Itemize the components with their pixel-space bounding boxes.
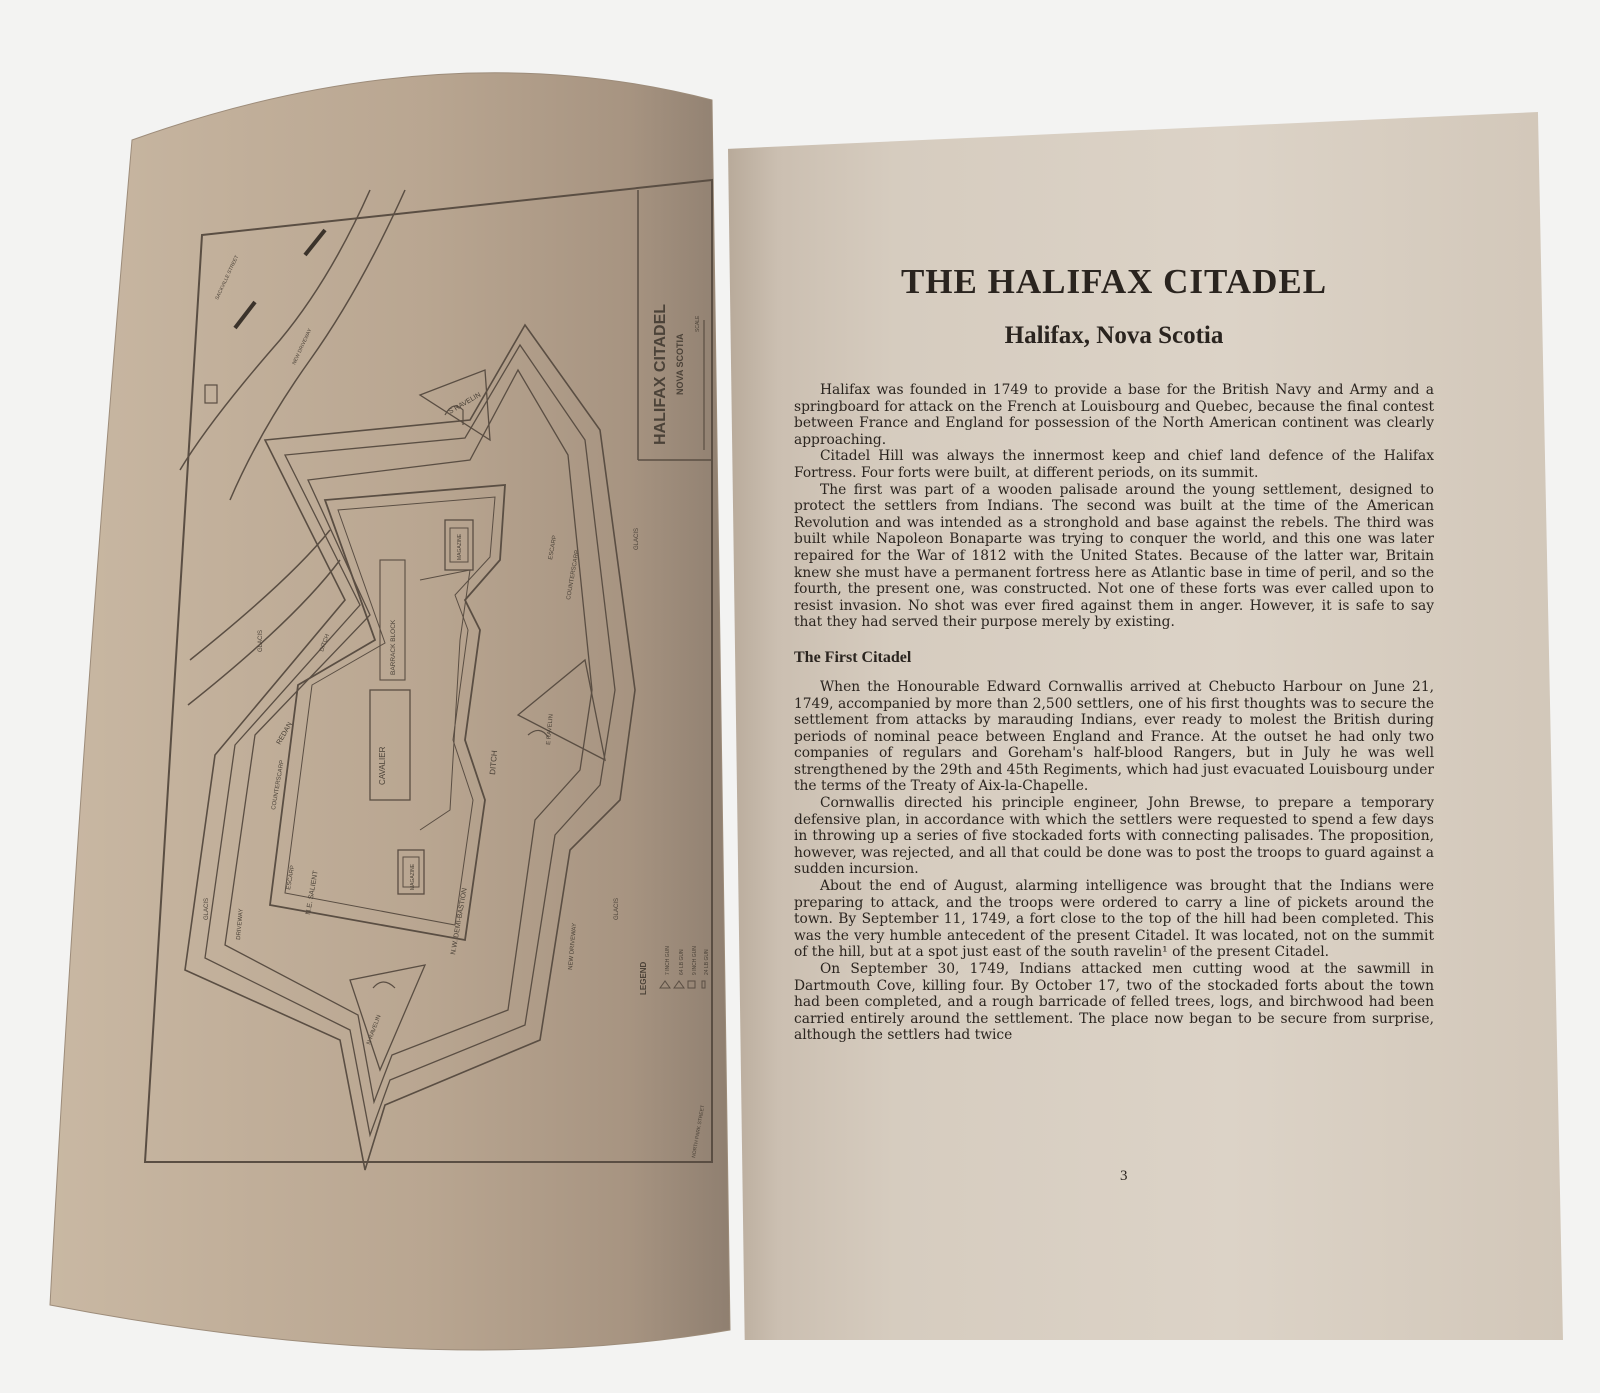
map-label-nw-demi-bastion: N.W. DEMI-BASTION [450,887,469,956]
map-label-s-ravelin: S RAVELIN [447,391,483,416]
map-label-glacis-2: GLACIS [258,629,264,652]
map-label-cavalier: CAVALIER [378,746,387,785]
map-label-glacis-3: GLACIS [204,897,210,920]
intro-paragraph-2: Citadel Hill was always the innermost keep and chief land defence of the Halifax Fortress. Four forts were built, at different periods, on its summit. [794,448,1434,481]
map-label-ditch: DITCH [488,750,500,776]
map-title: HALIFAX CITADEL [652,303,669,445]
map-label-n-ravelin: N RAVELIN [366,1014,383,1046]
map-label-escarp: ESCARP [548,534,559,561]
map-label-counterscarp-2: COUNTERSCARP [271,759,286,811]
right-page-content [794,262,1434,1044]
map-scale-label: SCALE [695,315,701,332]
page-title: THE HALIFAX CITADEL [900,262,1328,301]
legend-item-label: 24 LB GUN [704,949,710,975]
legend-item-label: 9 INCH GUN [692,946,698,975]
map-label-redan: REDAN [275,721,294,746]
map-label-north-park-street: NORTH PARK STREET [691,1104,707,1159]
intro-paragraph-3: The first was part of a wooden palisade around the young settlement, designed to protect the settlers from Indians. The second was built at the time of the American Revolution and was intended as a stronghold and base against the rebels. The third was built while Napoleon Bonaparte was trying to conquer the world, and this one was later repaired for the War of 1812 with the United States. Because of the latter war, Britain knew she must have a permanent fortress here as Atlantic base in time of peril, and so the fourth, the present one, was constructed. Not one of these forts was ever called upon to resist invasion. No shot was ever fired against them in anger. However, it is safe to say that they had served their purpose merely by existing. [794,481,1434,631]
map-label-new-driveway-2: NEW DRIVEWAY [291,327,314,366]
section-paragraph-3: About the end of August, alarming intelligence was brought that the Indians were preparing to attack, and the troops were ordered to carry a line of pickets around the town. By September 11, 1749, a fort close to the top of the hill had been completed. This was the very humble antecedent of the present Citadel. It was located, not on the summit of the hill, but at a spot just east of the south ravelin¹ of the present Citadel. [794,878,1434,961]
map-label-glacis-4: GLACIS [614,897,620,920]
map-label-escarp-2: ESCARP [286,864,297,891]
left-page-map [40,40,740,1355]
legend-title: LEGEND [639,961,648,995]
map-label-glacis-1: GLACIS [634,527,640,550]
map-label-new-driveway: NEW DRIVEWAY [568,922,579,971]
section-paragraph-4: On September 30, 1749, Indians attacked men cutting wood at the sawmill in Dartmouth Cove, killing four. By October 17, two of the stockaded forts about the town had been completed, and a rough barricade of felled trees, logs, and birchwood had been carried entirely around the settlement. The place now began to be secure from surprise, although the settlers had twice [794,961,1434,1044]
map-label-magazine: MAGAZINE [457,533,463,560]
legend-item-label: 7 INCH GUN [665,946,671,975]
map-label-magazine-2: MAGAZINE [410,863,416,890]
map-label-sackville-street: SACKVILLE STREET [214,254,241,301]
page-subtitle: Halifax, Nova Scotia [1004,322,1224,349]
map-label-e-ravelin: E RAVELIN [546,713,555,746]
map-label-driveway: DRIVEWAY [236,908,245,941]
page-number: 3 [1120,1168,1128,1184]
legend-item-label: 64 LB GUN [679,949,685,975]
map-label-barrack-block: BARRACK BLOCK [390,619,397,675]
section-paragraph-1: When the Honourable Edward Cornwallis arrived at Chebucto Harbour on June 21, 1749, accompanied by more than 2,500 settlers, one of his first thoughts was to secure the settlement from attacks by marauding Indians, ever ready to molest the British during periods of nominal peace between England and France. At the outset he had only two companies of regulars and Goreham's half-blood Rangers, but in July he was well strengthened by the 29th and 45th Regiments, which had just evacuated Louisbourg under the terms of the Treaty of Aix-la-Chapelle. [794,678,1434,795]
map-label-ditch-2: DITCH [319,633,332,653]
section-heading: The First Citadel [794,648,912,666]
map-label-ne-salient: N.E. SALIENT [305,870,320,916]
citadel-map [40,40,740,1355]
map-label-counterscarp: COUNTERSCARP [566,549,581,601]
section-paragraph-2: Cornwallis directed his principle engineer, John Brewse, to prepare a temporary defensive plan, in accordance with which the settlers were requested to spend a few days in throwing up a series of five stockaded forts with connecting palisades. The proposition, however, was rejected, and all that could be done was to post the troops to guard against a sudden incursion. [794,795,1434,878]
intro-paragraph-1: Halifax was founded in 1749 to provide a base for the British Navy and Army and a springboard for attack on the French at Louisbourg and Quebec, because the final contest between France and England for possession of the North American continent was clearly approaching. [794,382,1434,448]
map-subtitle: NOVA SCOTIA [675,333,685,395]
